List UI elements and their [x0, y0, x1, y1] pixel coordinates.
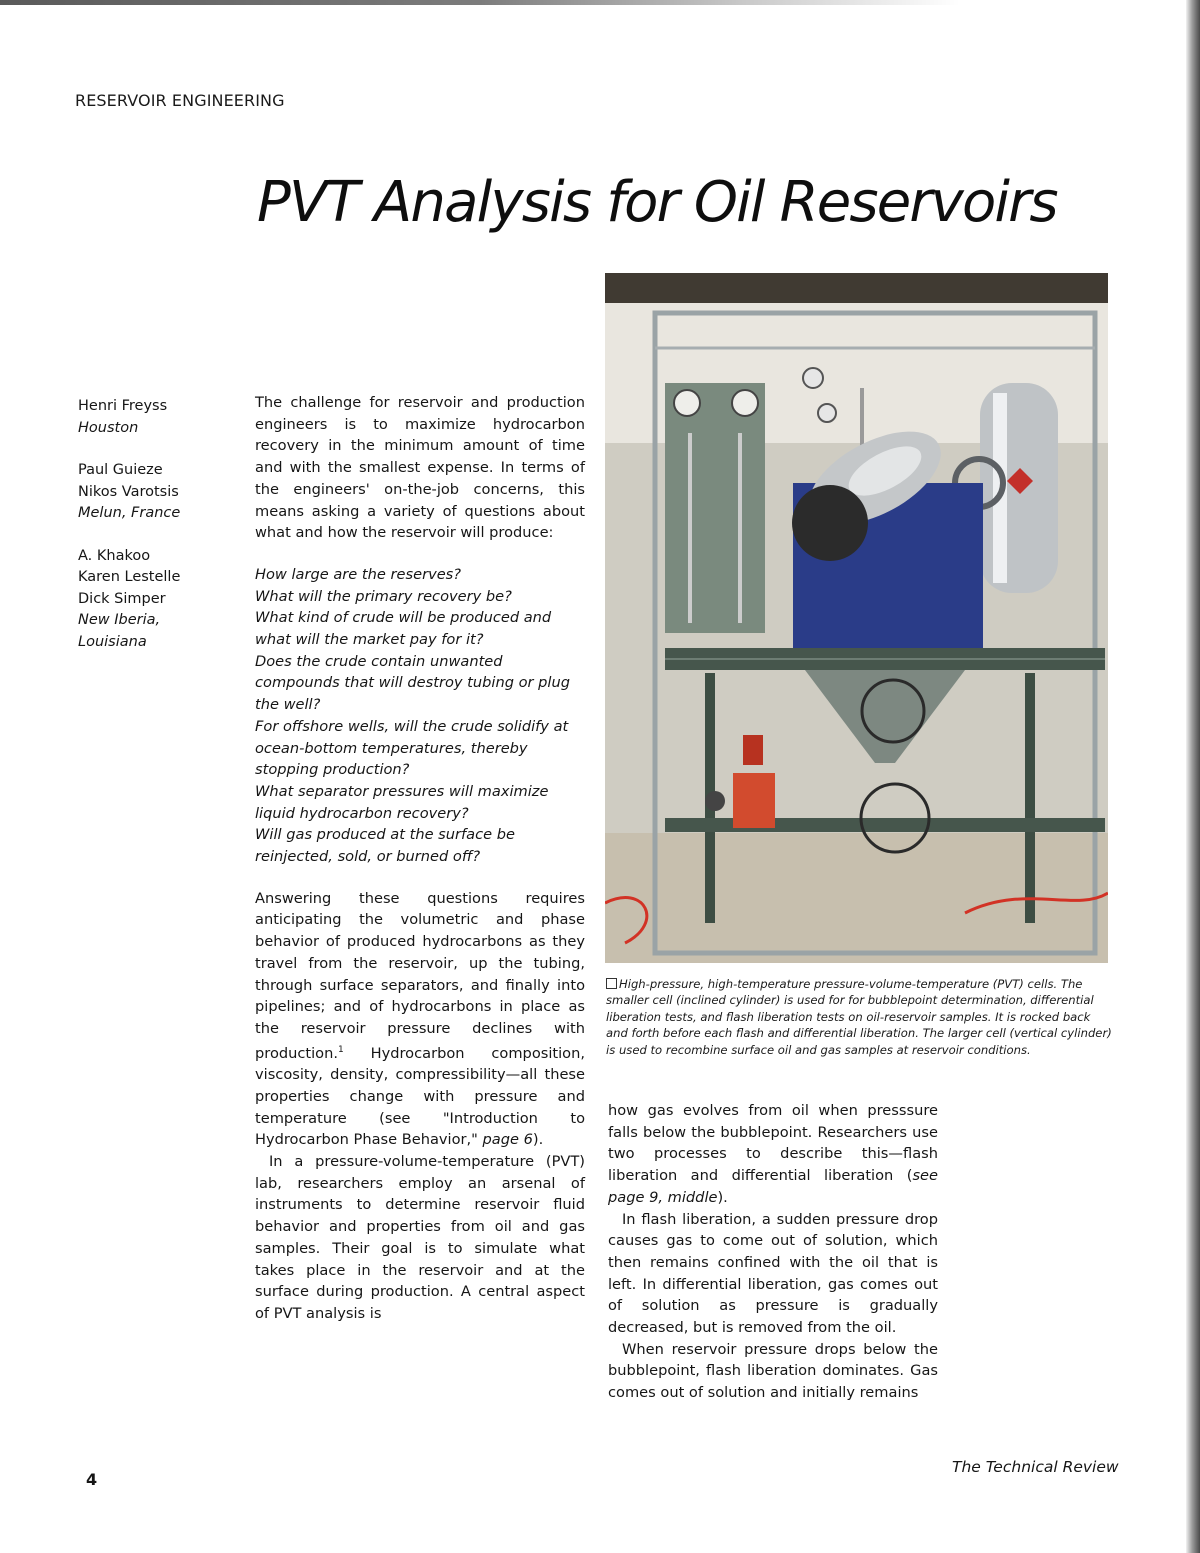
answering-text-end: ). [532, 1131, 544, 1149]
question-item: For offshore wells, will the crude solidify at ocean-bottom temperatures, thereby stopping production? [255, 717, 569, 779]
author-name: Henri Freyss [78, 398, 168, 414]
page-reference-2: see page 9, middle [608, 1167, 938, 1206]
author-name: A. Khakoo [78, 547, 151, 564]
author-name: Paul Guieze [78, 462, 163, 478]
author-name: Karen Lestelle [78, 569, 181, 585]
author-location: New Iberia, [78, 612, 161, 628]
author-list [78, 396, 238, 674]
body-column-right [608, 1100, 938, 1404]
author-group [78, 546, 238, 654]
section-label: RESERVOIR ENGINEERING [75, 91, 285, 110]
gas-evolution-text-end: ). [717, 1188, 728, 1206]
gas-evolution-paragraph [608, 1100, 938, 1209]
bubblepoint-paragraph: When reservoir pressure drops below the bubblepoint, flash liberation dominates. Gas comes out of solution and initially remains [608, 1340, 938, 1402]
question-item: What separator pressures will maximize liquid hydrocarbon recovery? [255, 782, 549, 822]
article-title: PVT Analysis for Oil Reservoirs [257, 170, 1057, 235]
intro-paragraph: The challenge for reservoir and production engineers is to maximize hydrocarbon recovery in the minimum amount of time and with the smallest expense. In terms of the engineers' on-the-job concerns, this means asking a variety of questions about what and how the reservoir will produce: [255, 394, 585, 542]
author-group [78, 460, 238, 525]
question-item: What kind of crude will be produced and what will the market pay for it? [255, 609, 552, 649]
page-binding-edge [1186, 0, 1200, 1553]
author-location: Houston [78, 419, 139, 436]
author-location: Melun, France [78, 505, 181, 521]
question-item: Does the crude contain unwanted compounds that will destroy tubing or plug the well? [255, 652, 570, 714]
flash-liberation-paragraph: In flash liberation, a sudden pressure drop causes gas to come out of solution, which then remains confined with the oil that is left. In differential liberation, gas comes out of solution as pressure is gradually decreased, but is removed from the oil. [608, 1210, 938, 1337]
question-item: How large are the reserves? [255, 565, 462, 583]
gas-evolution-text: how gas evolves from oil when presssure falls below the bubblepoint. Researchers use two processes to describe this—flash liberation and differential liberation ( [608, 1102, 938, 1185]
question-item: What will the primary recovery be? [255, 587, 512, 605]
page-reference: page 6 [482, 1131, 533, 1149]
page-number: 4 [86, 1470, 98, 1489]
question-item: Will gas produced at the surface be reinjected, sold, or burned off? [255, 826, 516, 866]
top-edge-line [0, 0, 1200, 5]
author-location: Louisiana [78, 633, 147, 650]
answering-text-continued: Hydrocarbon composition, viscosity, density, compressibility—all these properties change with pressure and temperature (see "Introduction to Hydrocarbon Phase Behavior," [255, 1044, 585, 1149]
answering-paragraph [255, 888, 585, 1151]
author-name: Dick Simper [78, 590, 166, 607]
author-group [78, 396, 238, 439]
author-name: Nikos Varotsis [78, 483, 179, 500]
answering-text: Answering these questions requires anticipating the volumetric and phase behavior of produced hydrocarbons as they travel from the reservoir, up the tubing, through surface separators, and finally into pipelines; and of hydrocarbons in place as the reservoir pressure declines with production. [255, 889, 585, 1062]
footnote-marker: 1 [338, 1044, 344, 1055]
body-column-left [255, 392, 585, 1325]
publication-name: The Technical Review [952, 1458, 1119, 1476]
question-list [255, 564, 585, 868]
pvt-cells-photo [605, 273, 1108, 963]
figure-caption [606, 976, 1114, 1058]
caption-box-icon [606, 978, 617, 989]
caption-text: High-pressure, high-temperature pressure-volume-temperature (PVT) cells. The smaller cell (inclined cylinder) is used for for bubblepoint determination, differential liberation tests, and flash liberation tests on oil-reservoir samples. It is rocked back and forth before each flash and differential liberation. The larger cell (vertical cylinder) is used to recombine surface oil and gas samples at reservoir conditions. [606, 977, 1112, 1057]
pvt-lab-paragraph: In a pressure-volume-temperature (PVT) lab, researchers employ an arsenal of instruments to determine reservoir fluid behavior and properties from oil and gas samples. Their goal is to simulate what takes place in the reservoir and at the surface during production. A central aspect of PVT analysis is [255, 1153, 585, 1322]
